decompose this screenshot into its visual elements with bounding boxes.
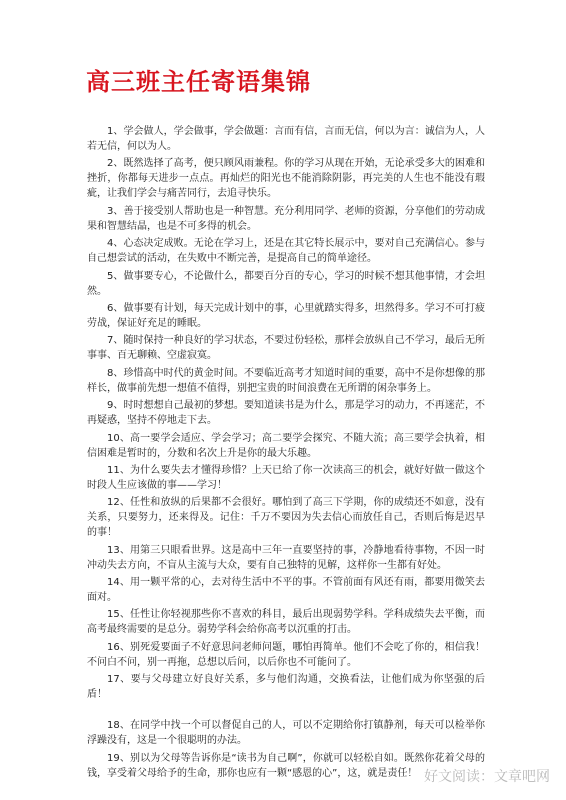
site-watermark: 好文阅读：文章吧网 [424,769,550,785]
list-item: 18、在同学中找一个可以督促自己的人，可以不定期给你打镇静剂，每天可以检举你浮躁没有，这是一个很聪明的办法。 [87,720,485,747]
list-item: 13、用第三只眼看世界。这是高中三年一直要坚持的事，冷静地看待事物，不因一时冲动失去方向，不盲从主流与大众，要有自己独特的见解，这样你一生都有好处。 [87,544,485,571]
list-item: 14、用一颗平常的心，去对待生活中不平的事。不管前面有风还有雨，都要用微笑去面对。 [87,577,485,604]
list-item: 17、要与父母建立好良好关系，多与他们沟通，交换看法，让他们成为你坚强的后盾！ [87,674,485,701]
list-item: 9、时时想想自己最初的梦想。要知道读书是为什么，那是学习的动力，不再迷茫，不再疑惑，坚持不停地走下去。 [87,400,485,427]
list-item: 5、做事要专心，不论做什么，都要百分百的专心，学习的时候不想其他事情，才会坦然。 [87,270,485,297]
list-item: 7、随时保持一种良好的学习状态，不要过份轻松，那样会放纵自己不学习，最后无所事事、百无聊赖、空虚寂寞。 [87,335,485,362]
message-list [87,124,485,783]
list-item: 11、为什么要失去才懂得珍惜？上天已给了你一次读高三的机会，就好好做一做这个时段人生应该做的事——学习！ [87,464,485,491]
list-item: 8、珍惜高中时代的黄金时间。不要临近高考才知道时间的重要，高中不是你想像的那样长，做事前先想一想值不值得，别把宝贵的时间浪费在无所谓的闲杂事务上。 [87,367,485,394]
list-item: 1、学会做人，学会做事，学会做题：言而有信，言而无信，何以为言：诚信为人，人若无信，何以为人。 [87,126,485,152]
list-item: 15、任性让你轻视那些你不喜欢的科目，最后出现弱势学科。学科成绩失去平衡，而高考最终需要的是总分。弱势学科会给你高考以沉重的打击。 [87,609,485,636]
list-item: 6、做事要有计划，每天完成计划中的事，心里就踏实得多，坦然得多。学习不可打疲劳战，保证好充足的睡眠。 [87,302,485,329]
list-item: 16、别死爱要面子不好意思问老师问题，哪怕再简单。他们不会吃了你的，相信我！不问白不问，别一再拖，总想以后问，以后你也不可能问了。 [87,641,485,668]
list-item: 19、别以为父母等告诉你是“读书为自己啊”，你就可以轻松自如。既然你花着父母的钱，享受着父母给予的生命，那你也应有一颗“感恩的心”，这，就是责任！ [87,752,485,779]
list-item: 2、既然选择了高考，便只顾风雨兼程。你的学习从现在开始，无论承受多大的困难和挫折，你都每天进步一点点。再灿烂的阳光也不能消除阴影，再完美的人生也不能没有瑕疵，让我们学会与痛苦同行，去追寻快乐。 [87,158,485,200]
list-item: 3、善于接受别人帮助也是一种智慧。充分利用同学、老师的资源，分享他们的劳动成果和智慧结晶，也是不可多得的机会。 [87,205,485,232]
list-item: 12、任性和放纵的后果都不会很好。哪怕到了高三下学期，你的成绩还不如意，没有关系，只要努力，还来得及。记住：千万不要因为失去信心而放任自己，否则后悔是迟早的事！ [87,497,485,539]
list-item: 10、高一要学会适应、学会学习；高二要学会探究、不随大流；高三要学会执着，相信困难是暂时的，分数和名次上升是你的最大乐趣。 [87,432,485,459]
page-title: 高三班主任寄语集锦 [86,68,311,96]
list-item: 4、心态决定成败。无论在学习上，还是在其它特长展示中，要对自己充满信心。参与自己想尝试的活动，在失败中不断完善，是提高自己的简单途径。 [87,238,485,265]
